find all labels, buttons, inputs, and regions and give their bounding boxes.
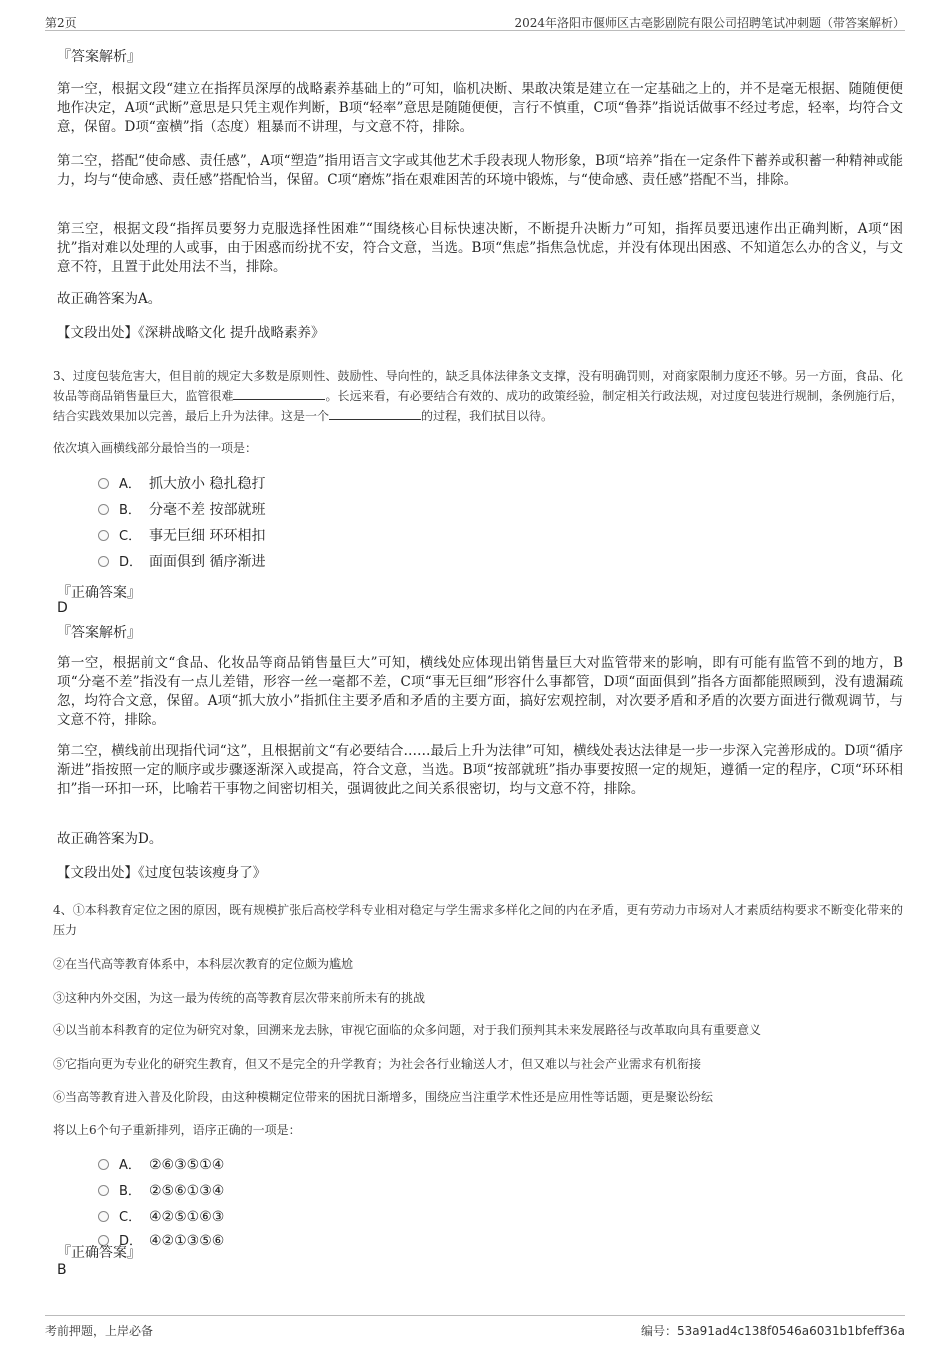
q4-sentence-6: ⑥当高等教育进入普及化阶段，由这种模糊定位带来的困扰日渐增多，围绕应当注重学术性还是应用性等话题，更是聚讼纷纭 [53,1090,714,1104]
radio-icon[interactable] [98,1159,109,1170]
option-key: B． [119,1184,141,1199]
q4-sentence-4: ④以当前本科教育的定位为研究对象，回溯来龙去脉，审视它面临的众多问题，对于我们预判其未来发展路径与改革取向具有重要意义 [53,1023,762,1037]
q4-answer-label: 『正确答案』 [57,1245,141,1261]
q4-option-a[interactable] [98,1155,224,1175]
radio-icon[interactable] [98,556,109,567]
radio-icon[interactable] [98,1211,109,1222]
q3-option-c[interactable] [98,526,265,546]
analysis-paragraph-3: 第三空，根据文段“指挥员要努力克服选择性困难”“围绕核心目标快速决断，不断提升决断力”可知，指挥员要迅速作出正确判断，A项“困扰”指对难以处理的人或事，由于困惑而纷扰不安，符合文意，当选。B项“焦虑”指焦急忧虑，并没有体现出困惑、不知道怎么办的含义，与文意不符，且置于此处用法不当，排除。 [57,221,903,275]
stem-part-3: 的过程，我们拭目以待。 [421,409,554,423]
q4-sentence-3: ③这种内外交困，为这一最为传统的高等教育层次带来前所未有的挑战 [53,991,426,1005]
q3-option-d[interactable] [98,552,265,572]
source-citation: 【文段出处】《深耕战略文化 提升战略素养》 [57,325,325,341]
q3-analysis-label: 『答案解析』 [57,625,141,641]
page-number: 第2页 [45,16,77,30]
document-id-label: 编号： [640,1324,677,1338]
option-key: C． [119,529,142,544]
radio-icon[interactable] [98,530,109,541]
stem-part-1: 3、过度包装危害大，但目前的规定大多数是原则性、鼓励性、导向性的，缺乏具体法律条文支撑，没有明确罚则，对商家限制力度还不够。另一方面，食品、化妆品等商品销售量巨大，监管很难 [53,369,903,403]
q3-answer-label: 『正确答案』 [57,585,141,601]
q4-sentence-5: ⑤它指向更为专业化的研究生教育，但又不是完全的升学教育；为社会各行业输送人才，但又难以与社会产业需求有机衔接 [53,1057,702,1071]
q4-prompt: 将以上6个句子重新排列，语序正确的一项是： [53,1123,301,1137]
page-footer [45,1315,905,1337]
option-text: 分毫不差 按部就班 [149,502,266,518]
option-key: C． [119,1210,142,1225]
q4-option-b[interactable] [98,1181,224,1201]
option-key: A． [119,1158,141,1173]
answer-blank-1 [233,387,325,400]
q3-conclusion: 故正确答案为D。 [57,831,163,847]
radio-icon[interactable] [98,1185,109,1196]
answer-blank-2 [329,407,421,420]
option-text: ②⑥③⑤①④ [149,1157,225,1173]
q3-analysis-paragraph-2: 第二空，横线前出现指代词“这”，且根据前文“有必要结合……最后上升为法律”可知，横线处表达法律是一步一步深入完善形成的。D项“循序渐进”指按照一定的顺序或步骤逐渐深入或提高，符合文意，当选。B项“按部就班”指办事要按照一定的规矩，遵循一定的程序，C项“环环相扣”指一环扣一环，比喻若干事物之间密切相关，强调彼此之间关系很密切，均与文意不符，排除。 [57,743,903,797]
option-key: D． [119,555,143,570]
option-text: ②⑤⑥①③④ [149,1183,225,1199]
question-3-stem [53,366,903,426]
analysis-paragraph-2: 第二空，搭配“使命感、责任感”，A项“塑造”指用语言文字或其他艺术手段表现人物形象，B项“培养”指在一定条件下蓄养或积蓄一种精神或能力，均与“使命感、责任感”搭配恰当，保留。C项“磨炼”指在艰难困苦的环境中锻炼，与“使命感、责任感”搭配不当，排除。 [57,153,903,188]
question-3-prompt: 依次填入画横线部分最恰当的一项是： [53,441,258,455]
document-id-value: 53a91ad4c138f0546a6031b1bfeff36a [676,1324,905,1338]
analysis-label: 『答案解析』 [57,49,141,65]
option-key: A． [119,477,141,492]
q4-sentence-1: 4、①本科教育定位之困的原因，既有规模扩张后高校学科专业相对稳定与学生需求多样化之间的内在矛盾，更有劳动力市场对人才素质结构要求不断变化带来的压力 [53,903,903,937]
option-key: B． [119,503,141,518]
radio-icon[interactable] [98,478,109,489]
analysis-paragraph-1: 第一空，根据文段“建立在指挥员深厚的战略素养基础上的”可知，临机决断、果敢决策是建立在一定基础之上的，并不是毫无根据、随随便便地作决定，A项“武断”意思是只凭主观作判断，B项“轻率”意思是随随便便，言行不慎重，C项“鲁莽”指说话做事不经过考虑，轻率，均符合文意，保留。D项“蛮横”指（态度）粗暴而不讲理，与文意不符，排除。 [57,81,903,135]
q3-answer: D [57,600,68,616]
option-text: ④②①③⑤⑥ [149,1233,225,1249]
q4-answer: B [57,1262,67,1278]
q3-option-a[interactable] [98,474,265,494]
document-id [641,1322,905,1339]
document-title: 2024年洛阳市偃师区古亳影剧院有限公司招聘笔试冲刺题（带答案解析） [514,16,905,30]
option-text: 抓大放小 稳扎稳打 [149,476,266,492]
option-text: ④②⑤①⑥③ [149,1209,225,1225]
analysis-conclusion: 故正确答案为A。 [57,291,162,307]
q4-option-c[interactable] [98,1207,224,1227]
radio-icon[interactable] [98,504,109,515]
option-text: 面面俱到 循序渐进 [149,554,266,570]
option-key: D． [119,1234,143,1249]
page-header [45,8,905,31]
stem-part-2: 。长远来看，有必要结合有效的、成功的政策经验，制定相关行政法规，对过度包装进行规制，条例施行后，结合实践效果加以完善，最后上升为法律。这是一个 [53,389,903,423]
q3-option-b[interactable] [98,500,265,520]
q3-source-citation: 【文段出处】《过度包装该瘦身了》 [57,865,267,881]
q4-sentence-2: ②在当代高等教育体系中，本科层次教育的定位颇为尴尬 [53,957,354,971]
footer-slogan: 考前押题，上岸必备 [45,1324,154,1338]
option-text: 事无巨细 环环相扣 [149,528,266,544]
q3-analysis-paragraph-1: 第一空，根据前文“食品、化妆品等商品销售量巨大”可知，横线处应体现出销售量巨大对监管带来的影响，即有可能有监管不到的地方，B项“分毫不差”指没有一点儿差错，形容一丝一毫都不差，C项“事无巨细”形容什么事都管，D项“面面俱到”指各方面都能照顾到，没有遗漏疏忽，均符合文意，保留。A项“抓大放小”指抓住主要矛盾和矛盾的主要方面，搞好宏观控制，对次要矛盾和矛盾的次要方面进行微观调节，与文意不符，排除。 [57,655,903,728]
